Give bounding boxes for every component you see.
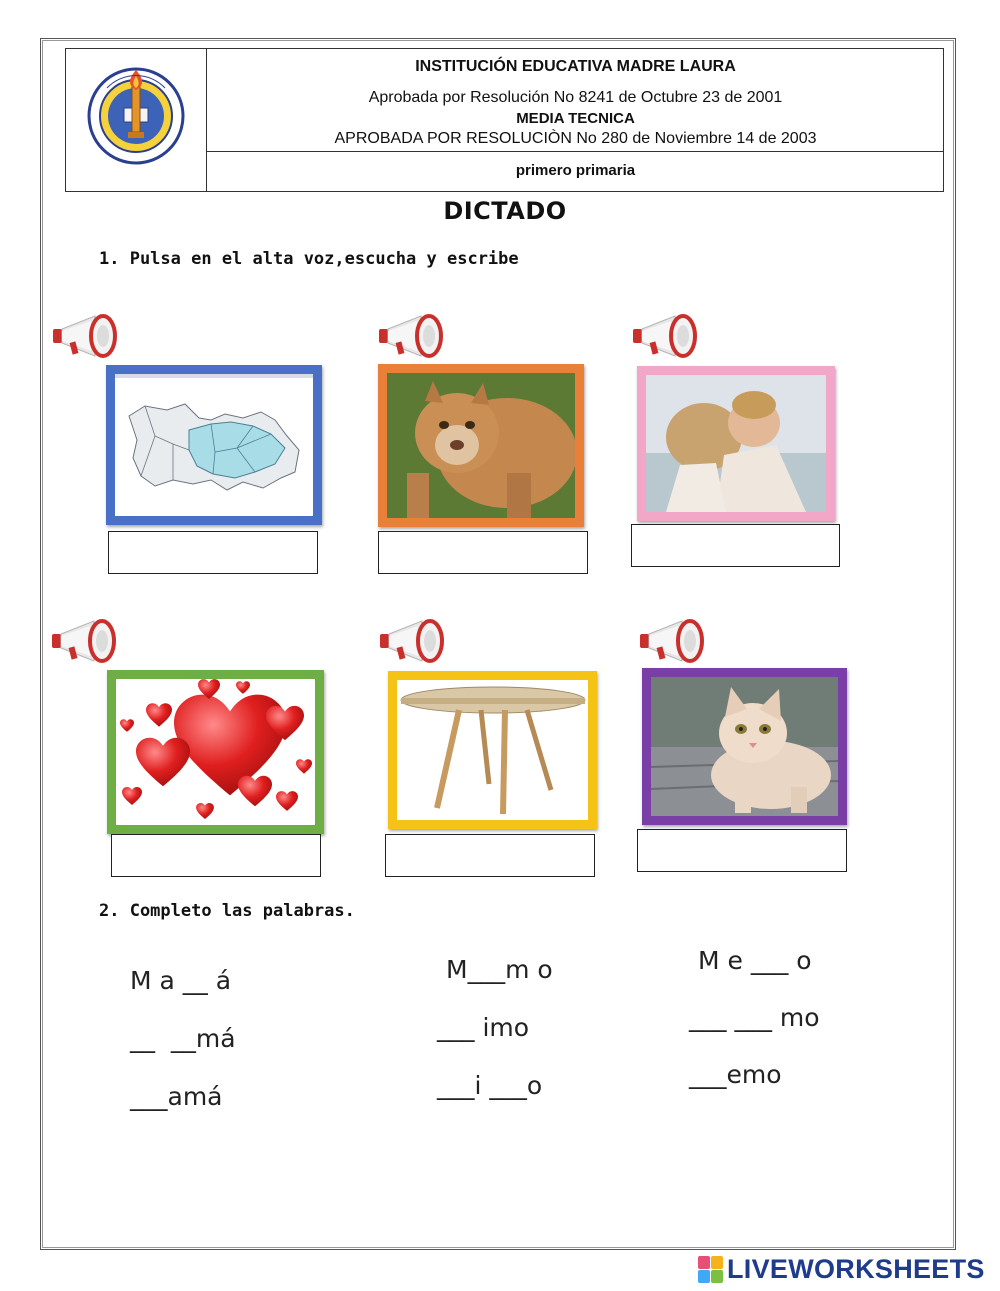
- hearts-image: [116, 679, 315, 825]
- picture-mother-child: [637, 366, 835, 521]
- word-to-complete[interactable]: M___m o: [446, 955, 553, 984]
- speaker-icon[interactable]: [50, 617, 118, 665]
- word-to-complete[interactable]: M a __ á: [130, 966, 232, 995]
- word-to-complete[interactable]: M e ___ o: [698, 946, 812, 975]
- word-to-complete[interactable]: __ __má: [130, 1024, 236, 1053]
- word-to-complete[interactable]: ___ ___ mo: [689, 1003, 820, 1032]
- grade-label: primero primaria: [515, 162, 636, 179]
- liveworksheets-logo-icon: [698, 1256, 724, 1284]
- page-title: DICTADO: [443, 197, 567, 225]
- instruction-1: 1. Pulsa en el alta voz,escucha y escribe: [99, 249, 519, 269]
- speaker-icon[interactable]: [51, 312, 119, 360]
- answer-box[interactable]: [111, 834, 321, 877]
- answer-box[interactable]: [108, 531, 318, 574]
- word-to-complete[interactable]: ___i ___o: [437, 1071, 543, 1100]
- word-to-complete[interactable]: ___amá: [130, 1082, 223, 1111]
- mother-child-image: [646, 375, 826, 512]
- approval-resolution-1: Aprobada por Resolución No 8241 de Octubre 23 de 2001: [368, 89, 783, 106]
- answer-box[interactable]: [637, 829, 847, 872]
- kitten-image: [651, 677, 838, 816]
- instruction-2: 2. Completo las palabras.: [99, 901, 355, 921]
- picture-puma: [378, 364, 584, 527]
- answer-box[interactable]: [378, 531, 588, 574]
- school-seal-logo: [65, 48, 207, 192]
- table-image: [397, 680, 588, 820]
- map-image: [115, 374, 313, 516]
- media-tecnica-label: MEDIA TECNICA: [516, 110, 635, 127]
- liveworksheets-brand[interactable]: LIVEWORKSHEETS: [727, 1254, 985, 1284]
- answer-box[interactable]: [631, 524, 840, 567]
- word-to-complete[interactable]: ___ imo: [437, 1013, 530, 1042]
- institution-name: INSTITUCIÓN EDUCATIVA MADRE LAURA: [415, 58, 736, 75]
- header-divider: [207, 151, 944, 152]
- puma-image: [387, 373, 575, 518]
- picture-table: [388, 671, 597, 829]
- picture-kitten: [642, 668, 847, 825]
- word-to-complete[interactable]: ___emo: [689, 1060, 782, 1089]
- speaker-icon[interactable]: [377, 312, 445, 360]
- approval-resolution-2: APROBADA POR RESOLUCIÒN No 280 de Noviembre 14 de 2003: [334, 130, 817, 147]
- speaker-icon[interactable]: [378, 617, 446, 665]
- header-logo-cell: [65, 48, 207, 192]
- answer-box[interactable]: [385, 834, 595, 877]
- picture-map: [106, 365, 322, 525]
- speaker-icon[interactable]: [631, 312, 699, 360]
- picture-hearts: [107, 670, 324, 834]
- speaker-icon[interactable]: [638, 617, 706, 665]
